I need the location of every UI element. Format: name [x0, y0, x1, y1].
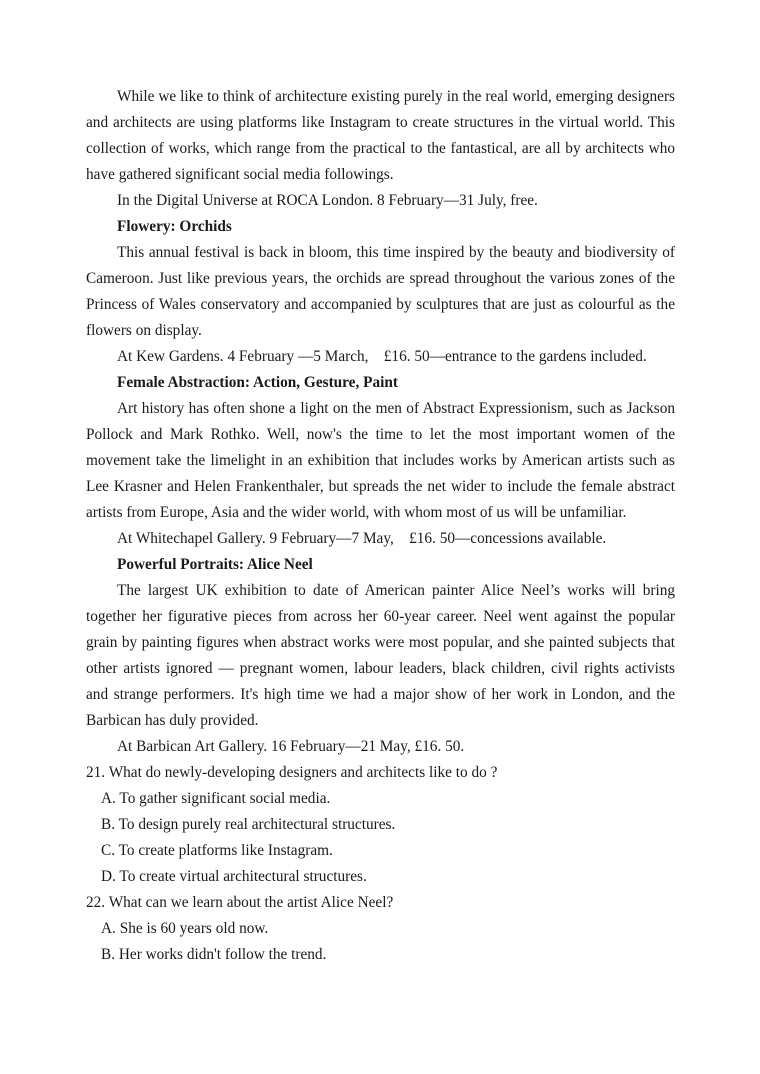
option-a: A. She is 60 years old now.: [101, 920, 269, 937]
question-22: [86, 890, 675, 968]
section-info-orchids: At Kew Gardens. 4 February —5 March, £16. 50—entrance to the gardens included.: [117, 348, 647, 365]
question-text: What can we learn about the artist Alice Neel?: [108, 894, 394, 911]
question-text: What do newly-developing designers and architects like to do ?: [108, 764, 498, 781]
option-a: A. To gather significant social media.: [101, 790, 331, 807]
option-b: B. Her works didn't follow the trend.: [101, 946, 327, 963]
question-stem: [86, 760, 675, 786]
section-body-orchids: This annual festival is back in bloom, this time inspired by the beauty and biodiversity of Cameroon. Just like previous years, the orchids are spread throughout the various zones of the Princess of Wales conservatory and accompanied by sculptures that are just as colourful as the flowers on display.: [86, 244, 675, 339]
section-heading-female-abstraction: Female Abstraction: Action, Gesture, Paint: [117, 374, 398, 391]
document-page: [86, 84, 675, 968]
section-heading-orchids: Flowery: Orchids: [117, 218, 232, 235]
question-stem: [86, 890, 675, 916]
option-d: D. To create virtual architectural structures.: [101, 868, 367, 885]
section-heading-alice-neel: Powerful Portraits: Alice Neel: [117, 556, 313, 573]
intro-event-info: In the Digital Universe at ROCA London. 8 February—31 July, free.: [117, 192, 538, 209]
section-info-female-abstraction: At Whitechapel Gallery. 9 February—7 May, £16. 50—concessions available.: [117, 530, 607, 547]
intro-paragraph: While we like to think of architecture existing purely in the real world, emerging designers and architects are using platforms like Instagram to create structures in the virtual world. This collection of works, which range from the practical to the fantastical, are all by architects who have gathered significant social media followings.: [86, 88, 675, 183]
question-number: 22.: [86, 894, 106, 911]
section-info-alice-neel: At Barbican Art Gallery. 16 February—21 May, £16. 50.: [117, 738, 465, 755]
question-21: [86, 760, 675, 890]
question-number: 21.: [86, 764, 106, 781]
section-body-female-abstraction: Art history has often shone a light on the men of Abstract Expressionism, such as Jackson Pollock and Mark Rothko. Well, now's the time to let the most important women of the movement take the limelight in an exhibition that includes works by American artists such as Lee Krasner and Helen Frankenthaler, but spreads the net wider to include the female abstract artists from Europe, Asia and the wider world, with whom most of us will be unfamiliar.: [86, 400, 675, 521]
option-b: B. To design purely real architectural structures.: [101, 816, 396, 833]
option-c: C. To create platforms like Instagram.: [101, 842, 333, 859]
section-body-alice-neel: The largest UK exhibition to date of American painter Alice Neel’s works will bring together her figurative pieces from across her 60-year career. Neel went against the popular grain by painting figures when abstract works were most popular, and she painted subjects that other artists ignored — pregnant women, labour leaders, black children, civil rights activists and strange performers. It's high time we had a major show of her work in London, and the Barbican has duly provided.: [86, 582, 675, 729]
